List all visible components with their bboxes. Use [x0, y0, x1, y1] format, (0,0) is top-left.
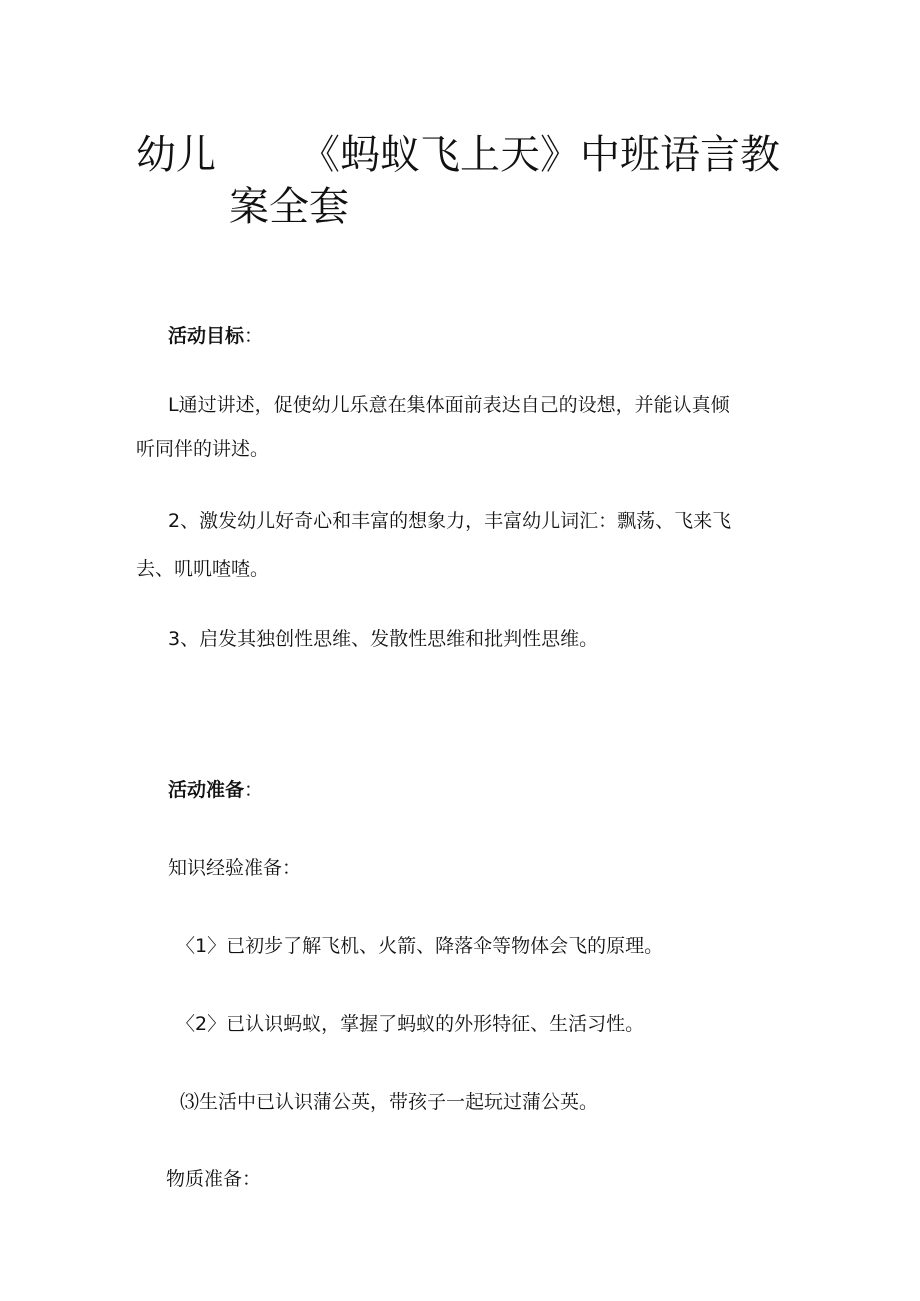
- knowledge-preparation-label: 知识经验准备：: [168, 857, 302, 879]
- goals-heading-text: 活动目标: [168, 325, 245, 347]
- knowledge-item-3: ⑶生活中已认识蒲公英，带孩子一起玩过蒲公英。: [180, 1091, 599, 1113]
- goal-2-line-1: 2、激发幼儿好奇心和丰富的想象力，丰富幼儿词汇：飘荡、飞来飞: [168, 510, 732, 532]
- goal-1-line-2: 听同伴的讲述。: [136, 438, 270, 460]
- goal-2-line-2: 去、叽叽喳喳。: [136, 558, 270, 580]
- knowledge-item-1: 〈1〉已初步了解飞机、火箭、降落伞等物体会飞的原理。: [176, 935, 664, 957]
- goal-3: 3、启发其独创性思维、发散性思维和批判性思维。: [168, 628, 599, 650]
- material-preparation-label: 物质准备：: [166, 1168, 262, 1190]
- preparation-heading-text: 活动准备: [168, 779, 245, 801]
- knowledge-item-2: 〈2〉已认识蚂蚁，掌握了蚂蚁的外形特征、生活习性。: [176, 1013, 645, 1035]
- section-heading-goals: [168, 323, 263, 349]
- goals-heading-colon: ：: [244, 325, 264, 347]
- goal-1-line-1: L通过讲述，促使幼儿乐意在集体面前表达自己的设想，并能认真倾: [168, 394, 730, 416]
- title-part-3: 案全套: [229, 184, 349, 230]
- title-part-2: 《蚂蚁飞上天》中班语言教: [300, 132, 780, 178]
- title-part-1: 幼儿: [136, 132, 216, 178]
- preparation-heading-colon: ：: [244, 779, 264, 801]
- section-heading-preparation: [168, 777, 263, 803]
